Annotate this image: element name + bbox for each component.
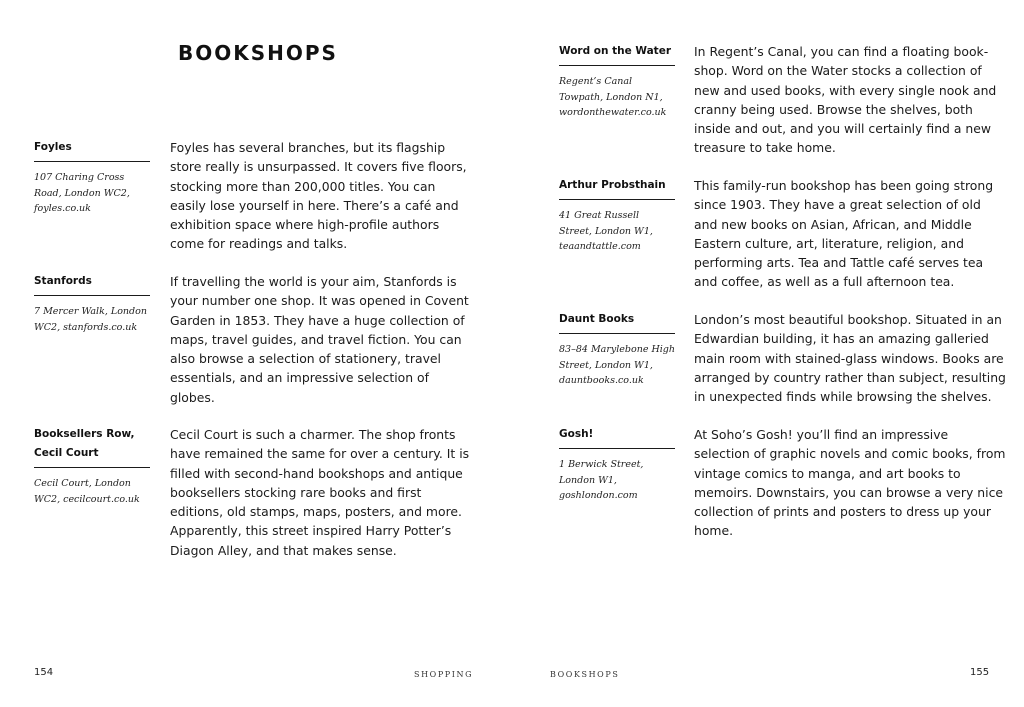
entry-meta — [34, 138, 150, 217]
shop-description: London’s most beautiful bookshop. Situated in an Edwardian building, it has an amazing galleried main room with stained-glass windows. Books are arranged by country rather than subject, resulting in unexpected finds while browsing the shelves. — [694, 312, 1006, 405]
page-number: 155 — [970, 667, 990, 678]
shop-address: Regent’s Canal Towpath, London N1, wordonthewater.co.uk — [559, 76, 667, 118]
running-head: SHOPPING — [414, 670, 474, 679]
section-title: BOOKSHOPS — [178, 41, 338, 65]
shop-name: Word on the Water — [559, 42, 675, 66]
shop-name: Stanfords — [34, 272, 150, 296]
shop-address: Cecil Court, London WC2, cecilcourt.co.uk — [34, 478, 140, 505]
running-head: BOOKSHOPS — [550, 670, 620, 679]
entry-meta — [559, 425, 675, 504]
page-number: 154 — [34, 667, 54, 678]
shop-address: 107 Charing Cross Road, London WC2, foyles.co.uk — [34, 172, 130, 214]
shop-name: Gosh! — [559, 425, 675, 449]
shop-description: In Regent’s Canal, you can find a floating book-shop. Word on the Water stocks a collection of new and used books, with every single nook and cranny being used. Browse the shelves, both inside and out, and you will certainly find a new treasure to take home. — [694, 44, 997, 156]
shop-description: Foyles has several branches, but its flagship store really is unsurpassed. It covers five floors, stocking more than 200,000 titles. You can easily lose yourself in here. There’s a café and exhibition space where high-profile authors come for readings and talks. — [170, 140, 467, 252]
right-page — [512, 0, 1024, 707]
shop-address: 7 Mercer Walk, London WC2, stanfords.co.uk — [34, 306, 147, 333]
shop-name: Foyles — [34, 138, 150, 162]
entry-meta — [559, 310, 675, 389]
shop-description: At Soho’s Gosh! you’ll find an impressive selection of graphic novels and comic books, from vintage comics to manga, and art books to memoirs. Downstairs, you can browse a very nice collection of prints and posters to dress up your home. — [694, 427, 1006, 539]
shop-description: If travelling the world is your aim, Stanfords is your number one shop. It was opened in Covent Garden in 1853. They have a huge collection of maps, travel guides, and travel fiction. You can also browse a selection of stationery, travel essentials, and an impressive selection of globes. — [170, 274, 469, 405]
entry-meta — [34, 272, 150, 335]
entry-meta — [559, 176, 675, 255]
shop-name: Arthur Probsthain — [559, 176, 675, 200]
shop-description: Cecil Court is such a charmer. The shop fronts have remained the same for over a century. It is filled with second-hand bookshops and antique booksellers stocking rare books and first editions, old stamps, maps, posters, and more. Apparently, this street inspired Harry Potter’s Diagon Alley, and that makes sense. — [170, 427, 470, 558]
shop-address: 1 Berwick Street, London W1, goshlondon.com — [559, 459, 644, 501]
shop-address: 83–84 Marylebone High Street, London W1, dauntbooks.co.uk — [559, 344, 675, 386]
shop-name: Daunt Books — [559, 310, 675, 334]
shop-description: This family-run bookshop has been going strong since 1903. They have a great selection of old and new books on Asian, African, and Middle Eastern culture, art, literature, religion, and performing arts. Tea and Tattle café serves tea and coffee, as well as a full afternoon tea. — [694, 178, 994, 290]
shop-name: Booksellers Row, Cecil Court — [34, 425, 150, 468]
shop-address: 41 Great Russell Street, London W1, teaandtattle.com — [559, 210, 653, 252]
entry-meta — [34, 425, 150, 507]
entry-meta — [559, 42, 675, 121]
